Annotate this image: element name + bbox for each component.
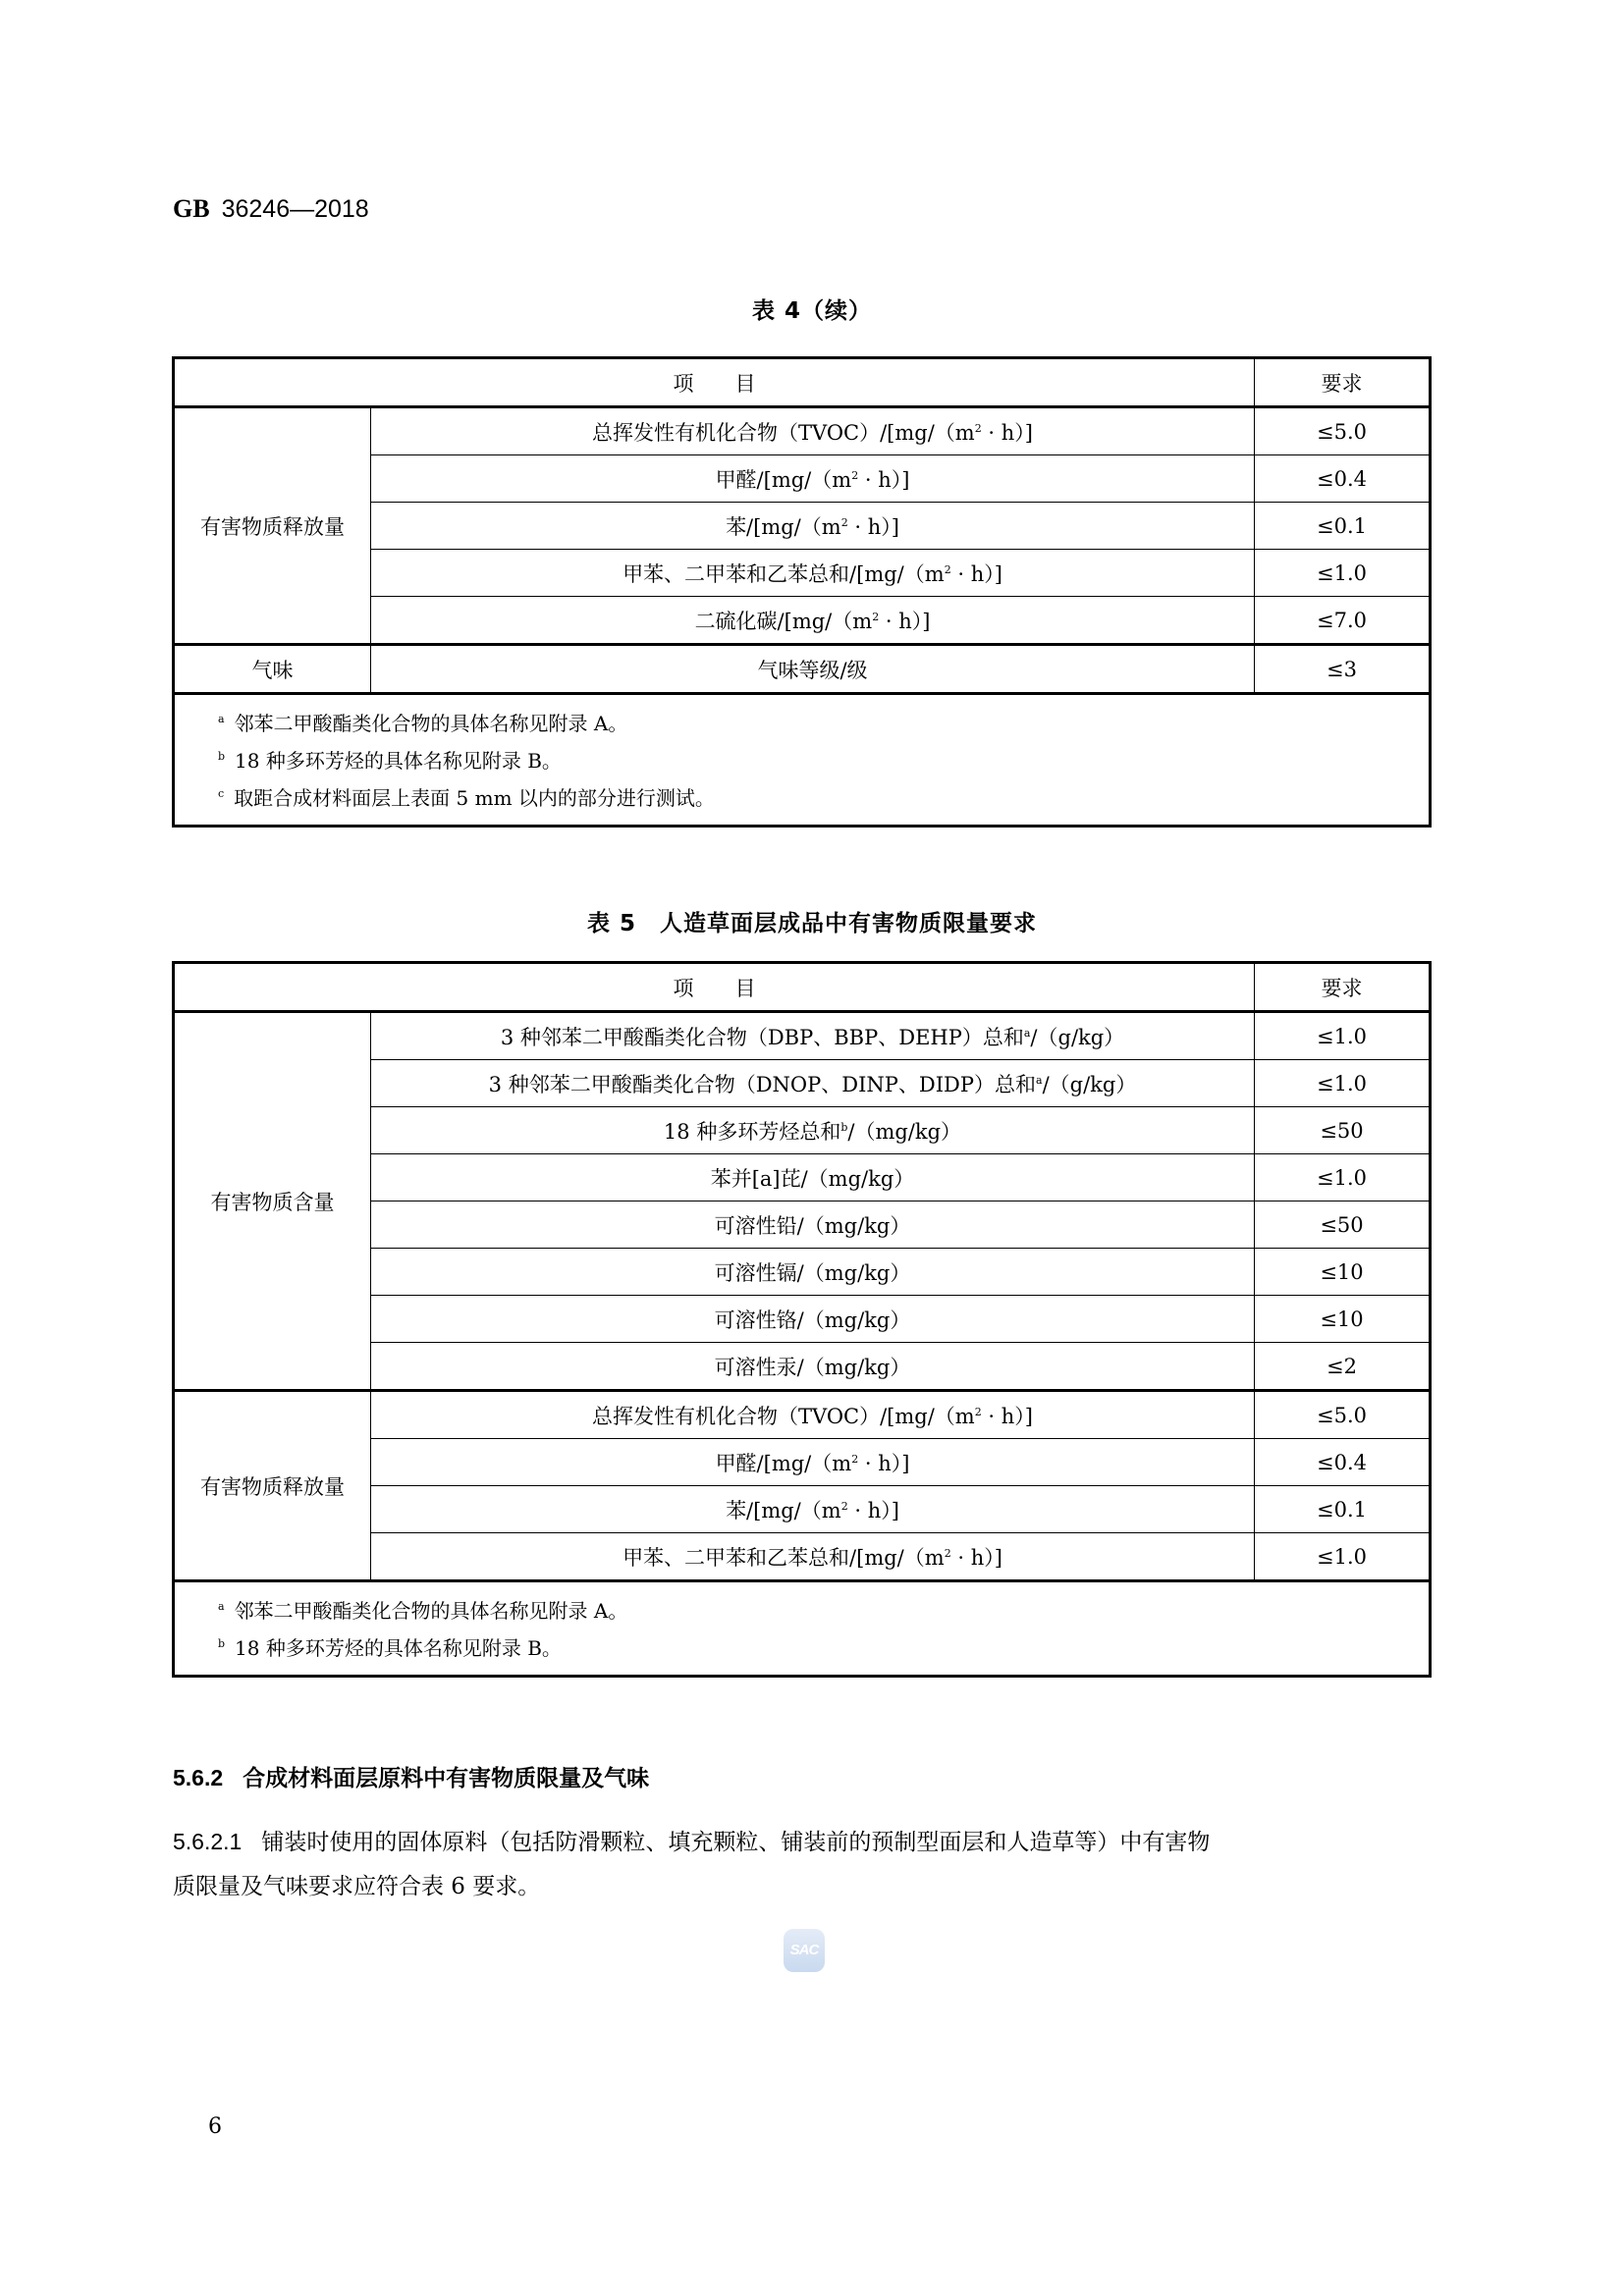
table5-col-item: 项 目 xyxy=(174,963,1255,1012)
table4-col-req: 要求 xyxy=(1255,358,1431,407)
table-cell-req: ≤0.1 xyxy=(1255,1486,1431,1533)
table-cell-item: 可溶性汞/（mg/kg） xyxy=(371,1343,1255,1391)
section-title: 合成材料面层原料中有害物质限量及气味 xyxy=(243,1766,650,1791)
table-cell-item: 可溶性镉/（mg/kg） xyxy=(371,1249,1255,1296)
table-cell-item: 气味等级/级 xyxy=(371,645,1255,694)
table-cell-item: 18 种多环芳烃总和$^b$/（mg/kg） xyxy=(371,1107,1255,1154)
table-note: $^b$ 18 种多环芳烃的具体名称见附录 B。 xyxy=(218,1636,562,1660)
table5-category-emission: 有害物质释放量 xyxy=(174,1391,371,1581)
table-note: $^b$ 18 种多环芳烃的具体名称见附录 B。 xyxy=(218,749,562,773)
table-cell-req: ≤1.0 xyxy=(1255,1533,1431,1581)
table-cell-item: 苯$/[mg/(m^2 \cdot h)]$ xyxy=(371,503,1255,550)
table-note: $^a$ 邻苯二甲酸酯类化合物的具体名称见附录 A。 xyxy=(218,1599,628,1623)
table-cell-req: ≤5.0 xyxy=(1255,1391,1431,1439)
table5-title: 表 5 人造草面层成品中有害物质限量要求 xyxy=(586,911,1037,936)
standard-number: 36246—2018 xyxy=(221,195,369,223)
page-number: 6 xyxy=(208,2114,222,2139)
table4-category-emission: 有害物质释放量 xyxy=(174,407,371,645)
table-note: $^c$ 取距合成材料面层上表面 5 mm 以内的部分进行测试。 xyxy=(218,786,715,810)
table-cell-req: ≤0.1 xyxy=(1255,503,1431,550)
table-note: $^a$ 邻苯二甲酸酯类化合物的具体名称见附录 A。 xyxy=(218,712,628,735)
table-cell-item: 苯$/[mg/(m^2 \cdot h)]$ xyxy=(371,1486,1255,1533)
table-cell-req: ≤5.0 xyxy=(1255,407,1431,455)
section-5-6-2-1-line1 xyxy=(173,1824,1210,1856)
table-cell-item: 总挥发性有机化合物$(TVOC)/[mg/(m^2 \cdot h)]$ xyxy=(371,407,1255,455)
table4-col-item: 项 目 xyxy=(174,358,1255,407)
table4-notes xyxy=(174,694,1431,827)
table4-notes-row xyxy=(174,694,1431,827)
table-cell-item: 甲苯、二甲苯和乙苯总和$/[mg/(m^2 \cdot h)]$ xyxy=(371,550,1255,597)
table-row xyxy=(174,407,1431,455)
table-cell-req: ≤0.4 xyxy=(1255,455,1431,503)
standard-code xyxy=(173,194,369,224)
table-cell-item: 苯并[a]芘/（mg/kg） xyxy=(371,1154,1255,1201)
table-cell-req: ≤10 xyxy=(1255,1296,1431,1343)
table-cell-req: ≤1.0 xyxy=(1255,1012,1431,1060)
section-5-6-2-1-line2: 质限量及气味要求应符合表 6 要求。 xyxy=(173,1874,541,1899)
table-cell-item: 甲苯、二甲苯和乙苯总和$/[mg/(m^2 \cdot h)]$ xyxy=(371,1533,1255,1581)
table-cell-item: 总挥发性有机化合物$(TVOC)/[mg/(m^2 \cdot h)]$ xyxy=(371,1391,1255,1439)
table-cell-req: ≤2 xyxy=(1255,1343,1431,1391)
table-cell-item: 可溶性铬/（mg/kg） xyxy=(371,1296,1255,1343)
table-cell-req: ≤3 xyxy=(1255,645,1431,694)
table5 xyxy=(172,961,1432,1678)
table-cell-item: 二硫化碳$/[mg/(m^2 \cdot h)]$ xyxy=(371,597,1255,645)
table5-category-content: 有害物质含量 xyxy=(174,1012,371,1391)
table-cell-req: ≤1.0 xyxy=(1255,1060,1431,1107)
table-row xyxy=(174,645,1431,694)
table-cell-req: ≤7.0 xyxy=(1255,597,1431,645)
table5-notes-row xyxy=(174,1581,1431,1677)
table-cell-item: 3 种邻苯二甲酸酯类化合物（DNOP、DINP、DIDP）总和$^a$/（g/kg） xyxy=(371,1060,1255,1107)
table5-col-req: 要求 xyxy=(1255,963,1431,1012)
table4 xyxy=(172,356,1432,828)
table-row xyxy=(174,1391,1431,1439)
table4-title: 表 4（续） xyxy=(751,298,872,324)
table-row xyxy=(174,1012,1431,1060)
table-cell-req: ≤1.0 xyxy=(1255,1154,1431,1201)
clause-text-line1: 铺装时使用的固体原料（包括防滑颗粒、填充颗粒、铺装前的预制型面层和人造草等）中有害物 xyxy=(261,1830,1211,1855)
table-cell-item: 3 种邻苯二甲酸酯类化合物（DBP、BBP、DEHP）总和$^a$/（g/kg） xyxy=(371,1012,1255,1060)
section-5-6-2-heading xyxy=(173,1760,649,1792)
sac-watermark-logo: SAC xyxy=(784,1929,825,1972)
table-cell-item: 可溶性铅/（mg/kg） xyxy=(371,1201,1255,1249)
table-cell-req: ≤1.0 xyxy=(1255,550,1431,597)
table5-header-row xyxy=(174,963,1431,1012)
table-cell-req: ≤0.4 xyxy=(1255,1439,1431,1486)
table-cell-req: ≤10 xyxy=(1255,1249,1431,1296)
table4-header-row xyxy=(174,358,1431,407)
standard-prefix: GB xyxy=(173,194,210,223)
table-cell-item: 甲醛$/[mg/(m^2 \cdot h)]$ xyxy=(371,455,1255,503)
clause-number: 5.6.2.1 xyxy=(173,1829,243,1854)
table5-notes xyxy=(174,1581,1431,1677)
table4-category-odor: 气味 xyxy=(174,645,371,694)
table-cell-req: ≤50 xyxy=(1255,1201,1431,1249)
section-number: 5.6.2 xyxy=(173,1765,224,1790)
table-cell-req: ≤50 xyxy=(1255,1107,1431,1154)
table-cell-item: 甲醛$/[mg/(m^2 \cdot h)]$ xyxy=(371,1439,1255,1486)
